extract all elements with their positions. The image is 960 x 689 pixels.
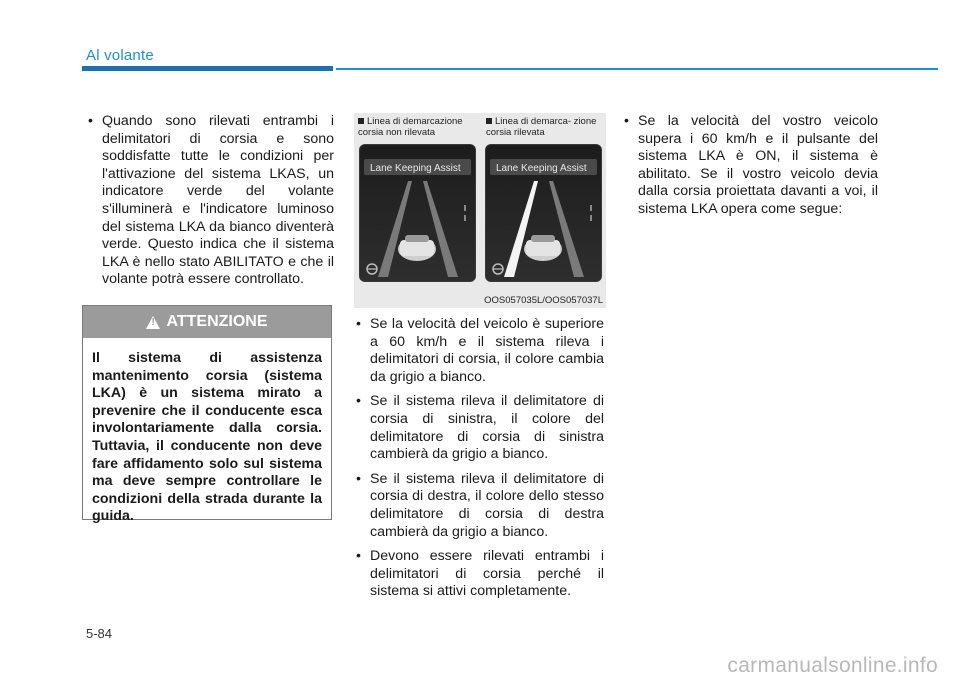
column-right bbox=[622, 113, 878, 226]
lane-display-graphic bbox=[360, 145, 475, 281]
section-title: Al volante bbox=[86, 47, 154, 64]
list-item: • Se il sistema rileva il delimitatore di corsia di sinistra, il colore del delimitatore di corsia di sinistra cambierà da grigio a bianco. bbox=[356, 393, 604, 463]
lane-display-graphic bbox=[486, 145, 601, 281]
screen-title: Lane Keeping Assist bbox=[370, 163, 461, 174]
warning-box bbox=[82, 305, 332, 525]
lka-figure bbox=[354, 113, 606, 308]
watermark: carmanualsonline.info bbox=[727, 654, 938, 677]
figure-code: OOS057035L/OOS057037L bbox=[484, 295, 603, 306]
header-rule-light bbox=[336, 68, 938, 70]
header-rule-dark bbox=[82, 66, 333, 71]
column-left bbox=[86, 113, 334, 296]
list-item: • Quando sono rilevati entrambi i delimitatori di corsia e sono soddisfatte tutte le condizioni per l'attivazione del sistema LKAS, un indicatore verde del volante s'illuminerà e l'indicatore luminoso del sistema LKA da bianco diventerà verde. Questo indica che il sistema LKA è nello stato ABILITATO e che il volante potrà essere controllato. bbox=[88, 113, 334, 288]
warning-body: Il sistema di assistenza mantenimento corsia (sistema LKA) è un sistema mirato a prevenire che il conducente esca involontariamente dalla corsia. Tuttavia, il conducente non deve fare affidamento solo sul sistema ma deve sempre controllare le condizioni della strada durante la guida. bbox=[92, 350, 322, 525]
square-bullet-icon bbox=[486, 118, 492, 124]
list-item: • Devono essere rilevati entrambi i delimitatori di corsia perché il sistema si attivi completamente. bbox=[356, 548, 604, 600]
cluster-screen-not-detected bbox=[359, 144, 476, 282]
warning-triangle-icon bbox=[146, 316, 160, 329]
caption-lane-not-detected: Linea di demarcazione corsia non rilevata bbox=[358, 116, 463, 138]
screen-title: Lane Keeping Assist bbox=[496, 163, 587, 174]
warning-header bbox=[83, 306, 331, 338]
page-number: 5-84 bbox=[86, 626, 113, 641]
warning-title: ATTENZIONE bbox=[166, 313, 268, 330]
square-bullet-icon bbox=[358, 118, 364, 124]
list-item: • Se la velocità del vostro veicolo supera i 60 km/h e il pulsante del sistema LKA è ON, il sistema è abilitato. Se il vostro veicolo devia dalla corsia proiettata davanti a voi, il sistema LKA opera come segue: bbox=[624, 113, 878, 217]
column-middle bbox=[354, 316, 604, 608]
list-item: • Se il sistema rileva il delimitatore di corsia di destra, il colore dello stesso delimitatore di corsia di destra cambierà da grigio a bianco. bbox=[356, 470, 604, 540]
caption-lane-detected: Linea di demarca- zione corsia rilevata bbox=[486, 116, 597, 138]
cluster-screen-detected bbox=[485, 144, 602, 282]
list-item: • Se la velocità del veicolo è superiore a 60 km/h e il sistema rileva i delimitatori di corsia, il colore cambia da grigio a bianco. bbox=[356, 316, 604, 385]
